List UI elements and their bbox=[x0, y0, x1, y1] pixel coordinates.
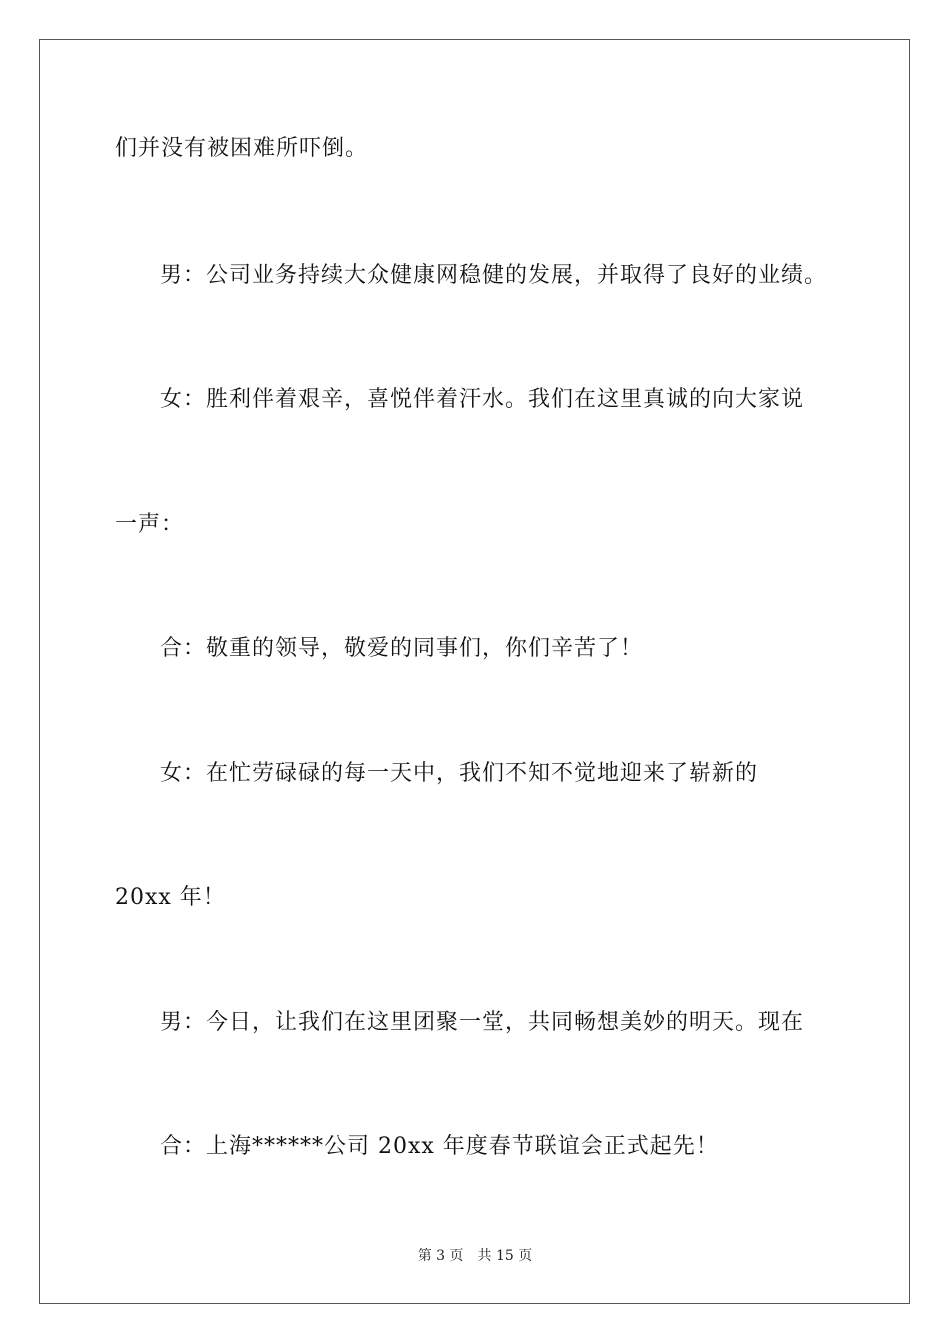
text-line: 合：上海******公司 20xx 年度春节联谊会正式起先！ bbox=[160, 1134, 719, 1159]
text-line: 20xx 年！ bbox=[115, 885, 226, 910]
page-number: 第 3 页 bbox=[417, 1248, 464, 1264]
text-line: 女：在忙劳碌碌的每一天中，我们不知不觉地迎来了崭新的 bbox=[160, 761, 759, 786]
text-line: 一声： bbox=[115, 512, 185, 537]
page-total: 共 15 页 bbox=[477, 1248, 533, 1264]
text-line: 们并没有被困难所吓倒。 bbox=[115, 136, 369, 161]
text-line: 女：胜利伴着艰辛，喜悦伴着汗水。我们在这里真诚的向大家说 bbox=[160, 387, 805, 412]
page-footer bbox=[0, 1247, 950, 1265]
text-line: 男：公司业务持续大众健康网稳健的发展，并取得了良好的业绩。 bbox=[160, 263, 828, 288]
page-frame bbox=[39, 39, 910, 1304]
text-line: 合：敬重的领导，敬爱的同事们，你们辛苦了！ bbox=[160, 636, 644, 661]
text-line: 男：今日，让我们在这里团聚一堂，共同畅想美妙的明天。现在 bbox=[160, 1010, 805, 1035]
